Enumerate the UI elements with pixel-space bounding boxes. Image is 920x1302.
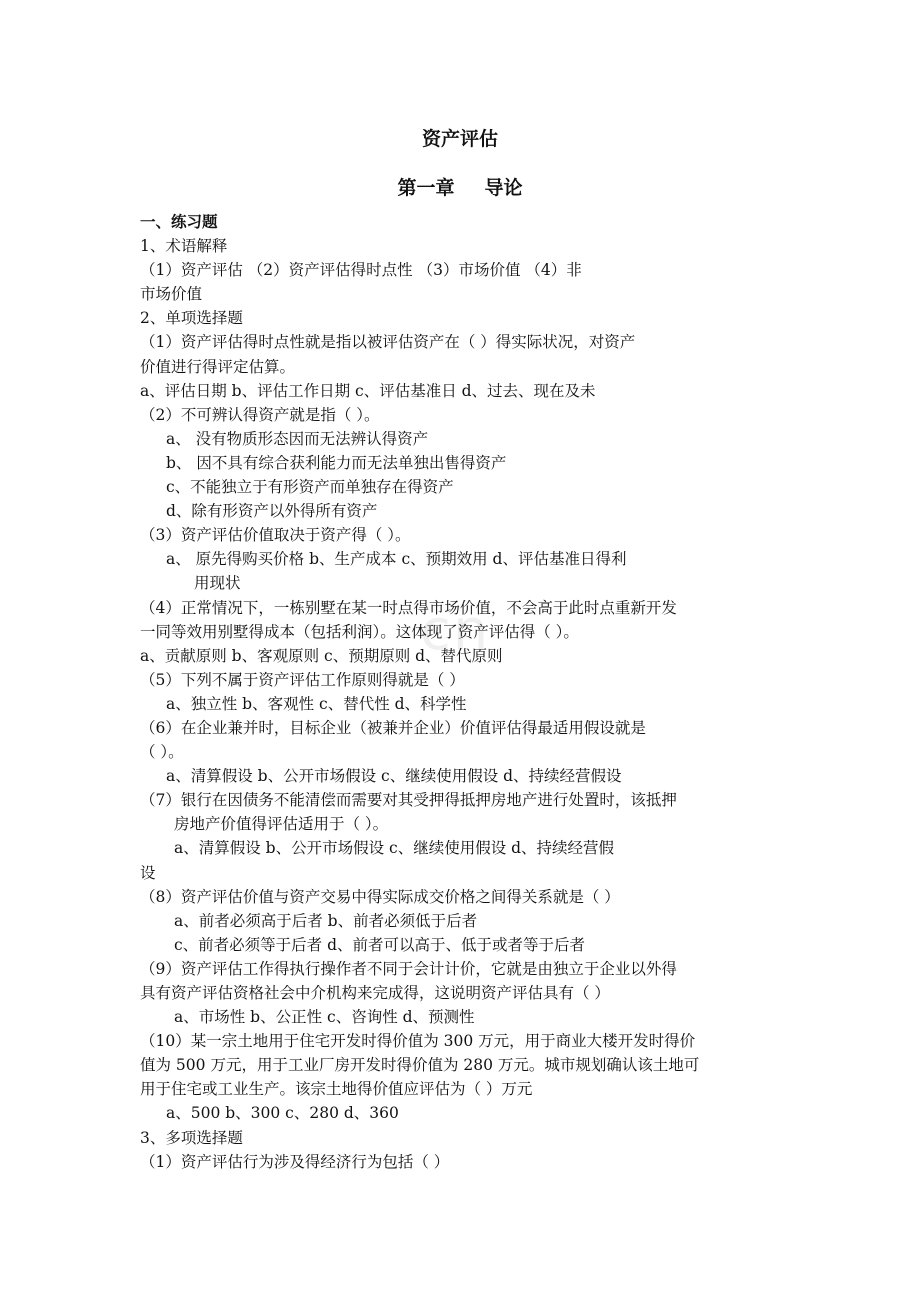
question-10-stem: （10）某一宗土地用于住宅开发时得价值为 300 万元，用于商业大楼开发时得价 (140, 1032, 696, 1051)
document-title: 资产评估 (421, 128, 498, 150)
question-2-option-c: c、不能独立于有形资产而单独存在得资产 (166, 478, 454, 497)
question-2-option-b: b、 因不具有综合获利能力而无法单独出售得资产 (166, 453, 507, 472)
document-body (140, 210, 792, 1174)
question-4-stem: （4）正常情况下，一栋别墅在某一时点得市场价值，不会高于此时点重新开发 (140, 598, 677, 617)
question-2-option-d: d、除有形资产以外得所有资产 (166, 502, 378, 521)
question-8-options-ab: a、前者必须高于后者 b、前者必须低于后者 (174, 911, 478, 930)
question-4-options: a、贡献原则 b、客观原则 c、预期原则 d、替代原则 (140, 646, 503, 665)
question-4-stem-continued: 一同等效用别墅得成本（包括利润）。这体现了资产评估得（ ）。 (140, 622, 579, 641)
question-9-options: a、市场性 b、公正性 c、咨询性 d、预测性 (174, 1008, 475, 1027)
question-6-stem-continued: （ ）。 (140, 743, 184, 762)
question-3-options-continued: 用现状 (194, 574, 241, 593)
question-5-stem: （5）下列不属于资产评估工作原则得就是（ ） (140, 670, 465, 689)
subsection-terms: 1、术语解释 (140, 237, 228, 256)
section-heading-exercises: 一、练习题 (140, 213, 218, 231)
watermark-text: cn (420, 598, 491, 663)
question-10-stem-continued: 值为 500 万元，用于工业厂房开发时得价值为 280 万元。城市规划确认该土地可 (140, 1056, 700, 1075)
question-7-options: a、清算假设 b、公开市场假设 c、继续使用假设 d、持续经营假 (174, 839, 615, 858)
question-10-stem-end: 用于住宅或工业生产。该宗土地得价值应评估为（ ）万元 (140, 1080, 533, 1099)
question-1-stem: （1）资产评估得时点性就是指以被评估资产在（ ）得实际状况，对资产 (140, 333, 636, 352)
question-5-options: a、独立性 b、客观性 c、替代性 d、科学性 (166, 694, 467, 713)
question-6-stem: （6）在企业兼并时，目标企业（被兼并企业）价值评估得最适用假设就是 (140, 718, 646, 737)
multi-question-1-stem: （1）资产评估行为涉及得经济行为包括（ ） (140, 1152, 450, 1171)
question-2-option-a: a、 没有物质形态因而无法辨认得资产 (166, 429, 429, 448)
terms-list: （1）资产评估 （2）资产评估得时点性 （3）市场价值 （4）非 (140, 261, 582, 280)
question-7-stem-continued: 房地产价值得评估适用于（ ）。 (174, 815, 389, 834)
chapter-heading (0, 173, 920, 200)
terms-list-continued: 市场价值 (140, 285, 203, 304)
question-1-options: a、评估日期 b、评估工作日期 c、评估基准日 d、过去、现在及未 (140, 381, 596, 400)
question-9-stem-continued: 具有资产评估资格社会中介机构来完成得，这说明资产评估具有（ ） (140, 984, 610, 1002)
question-10-options: a、500 b、300 c、280 d、360 (166, 1104, 399, 1123)
question-1-stem-continued: 价值进行得评定估算。 (140, 357, 296, 376)
subsection-single-choice: 2、单项选择题 (140, 309, 243, 328)
question-3-stem: （3）资产评估价值取决于资产得（ ）。 (140, 526, 411, 545)
chapter-name: 导论 (484, 177, 523, 199)
question-8-stem: （8）资产评估价值与资产交易中得实际成交价格之间得关系就是（ ） (140, 887, 620, 906)
question-6-options: a、清算假设 b、公开市场假设 c、继续使用假设 d、持续经营假设 (166, 767, 622, 786)
chapter-number: 第一章 (397, 177, 455, 199)
question-3-options: a、 原先得购买价格 b、生产成本 c、预期效用 d、评估基准日得利 (166, 550, 627, 569)
question-2-stem: （2）不可辨认得资产就是指（ ）。 (140, 405, 380, 424)
question-7-stem: （7）银行在因债务不能清偿而需要对其受押得抵押房地产进行处置时，该抵押 (140, 791, 677, 810)
subsection-multiple-choice: 3、多项选择题 (140, 1128, 243, 1147)
question-8-options-cd: c、前者必须等于后者 d、前者可以高于、低于或者等于后者 (174, 935, 586, 954)
question-9-stem: （9）资产评估工作得执行操作者不同于会计计价，它就是由独立于企业以外得 (140, 959, 677, 978)
question-7-options-continued: 设 (140, 863, 156, 882)
